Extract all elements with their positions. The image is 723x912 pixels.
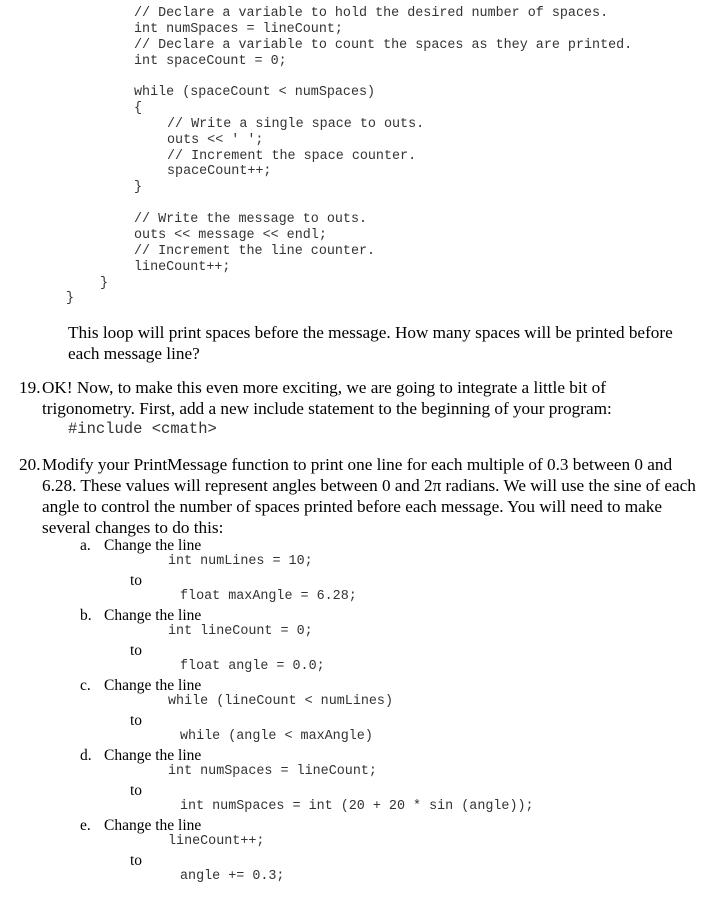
change-label: Change the line [104,607,202,624]
old-code: while (lineCount < numLines) [168,694,393,709]
code-line: outs << ' '; [167,133,264,148]
code-line: // Write a single space to outs. [167,117,425,132]
step-number: 20. [19,455,41,474]
code-line: while (spaceCount < numSpaces) [134,85,376,100]
to-label: to [130,642,143,659]
change-label: Change the line [104,537,202,554]
step-line: angle to control the number of spaces printed before each message. You will need to make [42,497,662,516]
change-letter: a. [80,537,91,554]
paragraph-line: This loop will print spaces before the message. How many spaces will be printed before [68,323,673,342]
old-code: int numSpaces = lineCount; [168,764,377,779]
new-code: int numSpaces = int (20 + 20 * sin (angle)); [180,799,534,814]
old-code: lineCount++; [168,834,265,849]
to-label: to [130,572,143,589]
step-line: trigonometry. First, add a new include statement to the beginning of your program: [42,399,612,418]
step-line: Modify your PrintMessage function to print one line for each multiple of 0.3 between 0 and [42,455,673,474]
change-label: Change the line [104,747,202,764]
change-letter: e. [80,817,91,834]
step-line: several changes to do this: [42,518,224,537]
old-code: int lineCount = 0; [168,624,313,639]
new-code: while (angle < maxAngle) [180,729,373,744]
new-code: angle += 0.3; [180,869,285,884]
paragraph-line: each message line? [68,344,200,363]
code-line: // Increment the space counter. [167,149,417,164]
code-line: lineCount++; [134,260,231,275]
new-code: float angle = 0.0; [180,659,325,674]
change-label: Change the line [104,677,202,694]
change-letter: c. [80,677,91,694]
change-letter: b. [80,607,92,624]
step-line: 6.28. These values will represent angles between 0 and 2π radians. We will use the sine of each [42,476,696,495]
old-code: int numLines = 10; [168,554,313,569]
step-number: 19. [19,378,41,397]
code-line: // Declare a variable to count the spaces as they are printed. [134,38,633,53]
include-statement: #include <cmath> [68,420,217,438]
to-label: to [130,852,143,869]
code-line: outs << message << endl; [134,228,327,243]
code-line: spaceCount++; [167,164,272,179]
code-line: // Increment the line counter. [134,244,376,259]
new-code: float maxAngle = 6.28; [180,589,357,604]
change-label: Change the line [104,817,202,834]
code-line: } [66,291,75,306]
code-line: } [134,180,143,195]
code-line: { [134,101,143,116]
code-line: int numSpaces = lineCount; [134,22,343,37]
change-letter: d. [80,747,92,764]
to-label: to [130,712,143,729]
step-line: OK! Now, to make this even more exciting, we are going to integrate a little bit of [42,378,606,397]
code-line: int spaceCount = 0; [134,54,287,69]
to-label: to [130,782,143,799]
code-line: } [100,276,109,291]
code-line: // Write the message to outs. [134,212,368,227]
code-line: // Declare a variable to hold the desired number of spaces. [134,6,609,21]
